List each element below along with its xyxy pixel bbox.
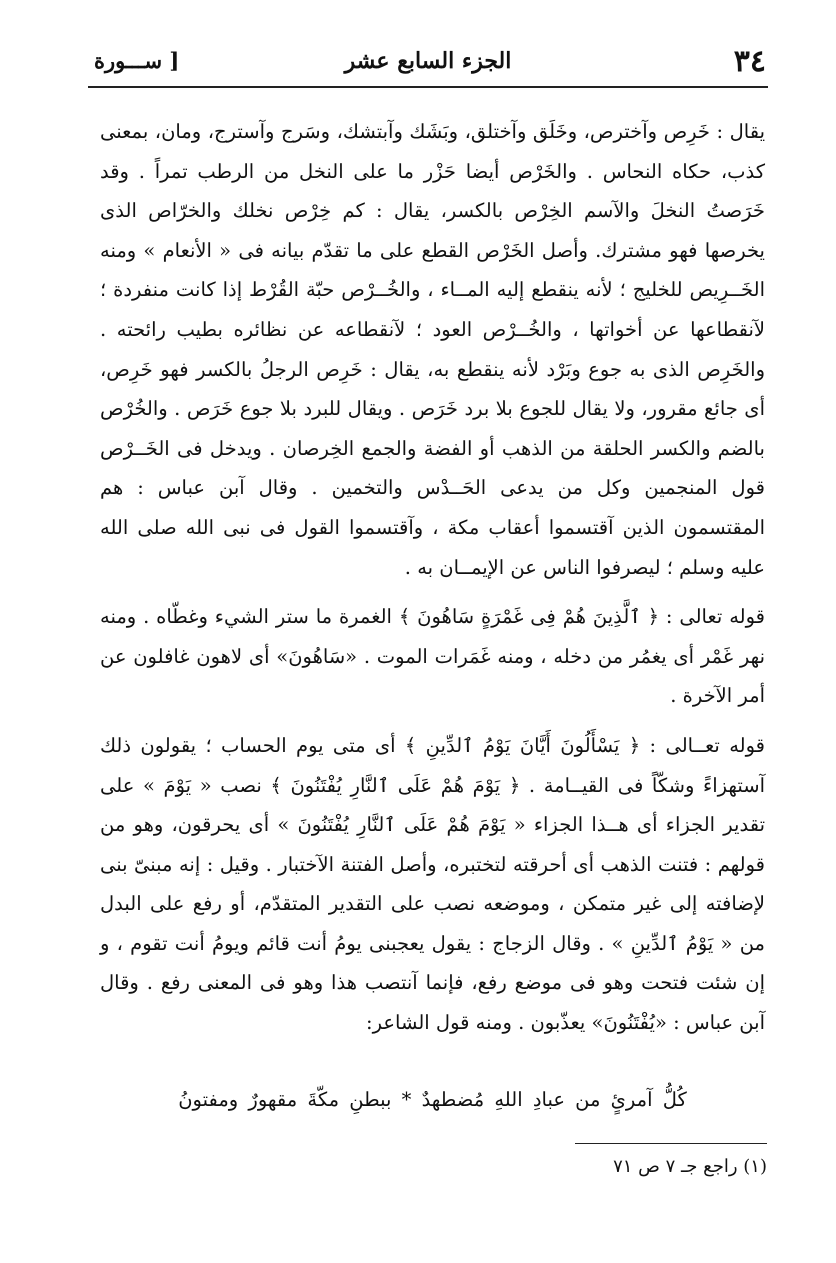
paragraph-3: قوله تعــالى : ﴿ يَسْأَلُونَ أَيَّانَ يَوْمُ ٱلدِّينِ ﴾ أى متى يوم الحساب ؛ يقولون ذلك آستهزاءً وشكّاً فى القيــامة . ﴿ يَوْمَ هُمْ عَلَى ٱلنَّارِ يُفْتَنُونَ ﴾ نصب « يَوْمَ » على تقدير الجزاء أى هــذا الجزاء « يَوْمَ هُمْ عَلَى ٱلنَّارِ يُفْتَنُونَ » أى يحرقون، وهو من قولهم : فتنت الذهب أى أحرقته لتختبره، وأصل الفتنة الآختبار . وقيل : إنه مبنىّ بنى لإضافته إلى غير متمكن ، وموضعه نصب على التقدير المتقدّم، أو رفع على البدل من « يَوْمُ ٱلدِّينِ » . وقال الزجاج : يقول يعجبنى يومُ أنت قائم ويومُ أنت تقوم ، و إن شئت فتحت وهو فى موضع رفع، فإنما آنتصب هذا وهو فى المعنى رفع . وقال آبن عباس : «يُفْتَنُونَ» يعذّبون . ومنه قول الشاعر: [100,733,765,1035]
page-header [88,38,768,88]
header-rule [88,86,768,88]
page-number: ٣٤ [733,44,766,79]
page-body [100,112,765,1043]
footnote-rule [575,1143,767,1144]
paragraph-1: يقال : خَرِص وآخترص، وخَلَق وآختلق، وبَشَك وآبتشك، وسَرج وآسترج، ومان، بمعنى كذب، حكاه النحاس . والخَرْص أيضا حَزْر ما على النخل من الرطب تمراً . وقد خَرَصتُ النخلَ والآسم الخِرْص بالكسر، يقال : كم خِرْص نخلك والخرّاص الذى يخرصها فهو مشترك. وأصل الخَرْص القطع على ما تقدّم بيانه فى « الأنعام » ومنه الخَــرِيص للخليج ؛ لأنه ينقطع إليه المــاء ، والخُــرْص حبّة القُرْط إذا كانت منفردة ؛ لآنقطاعها عن أخواتها ، والخُــرْص العود ؛ لآنقطاعه عن نظائره بطيب رائحته . والخَرِص الذى به جوع وبَرْد لأنه ينقطع به، يقال : خَرِص الرجلُ بالكسر فهو خَرِص، أى جائع مقرور، ولا يقال للجوع بلا برد خَرَص . ويقال للبرد بلا جوع خَرَص . والخُرْص بالضم والكسر الحلقة من الذهب أو الفضة والجمع الخِرصان . ويدخل فى الخَــرْص قول المنجمين وكل من يدعى الحَــدْس والتخمين . وقال آبن عباس : هم المقتسمون الذين آقتسموا أعقاب مكة ، وآقتسموا القول فى نبى الله صلى الله عليه وسلم ؛ ليصرفوا الناس عن الإيمــان به . [100,120,765,579]
paragraph-2: قوله تعالى : ﴿ ٱلَّذِينَ هُمْ فِى غَمْرَةٍ سَاهُونَ ﴾ الغمرة ما ستر الشيء وغطّاه . ومنه نهر غَمْر أى يغمُر من دخله ، ومنه غَمَرات الموت . «سَاهُونَ» أى لاهون غافلون عن أمر الآخرة . [100,605,765,708]
footnote: (١) راجع جـ ٧ ص ٧١ [613,1156,767,1177]
poetry-verse: كُلُّ آمرئٍ من عبادِ اللهِ مُضطهدٌ * ببطنِ مكّةَ مقهورٌ ومفتونُ [178,1088,687,1111]
surah-label: [ ســـورة [94,48,180,73]
running-title: الجزء السابع عشر [344,48,512,74]
